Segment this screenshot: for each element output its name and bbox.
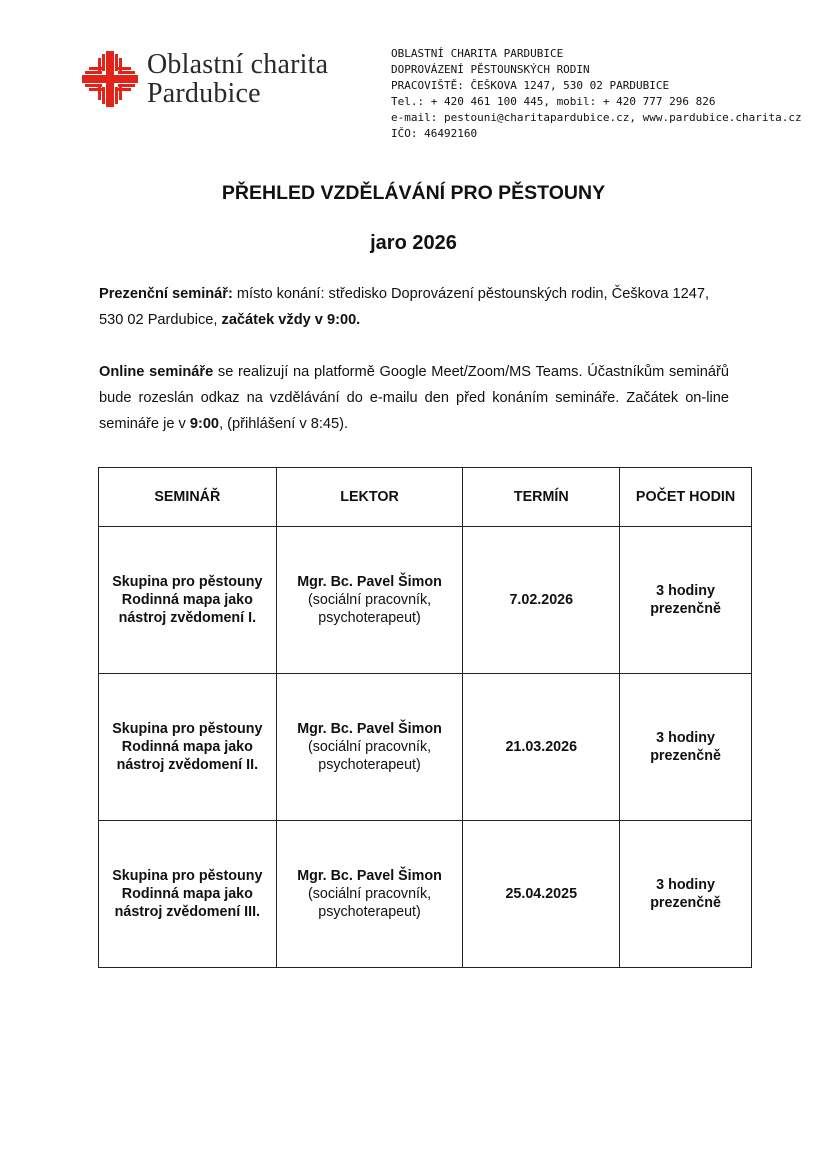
lector-role-line: psychoterapeut) bbox=[318, 904, 421, 920]
online-text: se realizují na platformě Google Meet/Zoom/MS Teams. Účastníkům seminářů bude rozeslán odkaz na vzdělávání do e-mailu den před konáním semináře. Začátek on-line semináře je v bbox=[99, 364, 730, 432]
in-person-seminar-paragraph bbox=[99, 281, 729, 333]
seminar-line: Skupina pro pěstouny bbox=[112, 721, 263, 737]
table-header-row bbox=[99, 468, 752, 527]
seminar-line: Rodinná mapa jako bbox=[121, 886, 253, 902]
table-row bbox=[99, 821, 752, 968]
contact-line: OBLASTNÍ CHARITA PARDUBICE bbox=[391, 47, 564, 60]
lector-role-line: (sociální pracovník, bbox=[307, 739, 432, 755]
hours-line: prezenčně bbox=[650, 601, 721, 617]
hours-cell bbox=[620, 527, 752, 674]
charity-logo bbox=[82, 50, 328, 108]
seminar-line: Skupina pro pěstouny bbox=[112, 574, 263, 590]
page-title: PŘEHLED VZDĚLÁVÁNÍ PRO PĚSTOUNY bbox=[221, 182, 606, 204]
lector-name: Mgr. Bc. Pavel Šimon bbox=[297, 721, 442, 737]
lector-cell bbox=[276, 821, 463, 968]
contact-line: IČO: 46492160 bbox=[391, 127, 478, 140]
date-cell: 21.03.2026 bbox=[463, 674, 620, 821]
lector-role-line: psychoterapeut) bbox=[318, 757, 421, 773]
hours-cell bbox=[620, 674, 752, 821]
page-subtitle: jaro 2026 bbox=[370, 232, 457, 254]
charity-cross-icon bbox=[82, 51, 138, 107]
date-cell: 7.02.2026 bbox=[463, 527, 620, 674]
hours-line: prezenčně bbox=[650, 895, 721, 911]
lector-cell bbox=[276, 674, 463, 821]
seminar-cell bbox=[99, 821, 277, 968]
in-person-start-time: začátek vždy v 9:00. bbox=[221, 312, 361, 328]
seminar-line: nástroj zvědomení I. bbox=[118, 610, 257, 626]
header-seminar: SEMINÁŘ bbox=[99, 468, 277, 527]
hours-line: 3 hodiny bbox=[656, 583, 715, 599]
hours-line: prezenčně bbox=[650, 748, 721, 764]
online-label: Online semináře bbox=[99, 364, 214, 380]
online-start-time: 9:00 bbox=[189, 416, 220, 432]
lector-role-line: (sociální pracovník, bbox=[307, 886, 432, 902]
header-lector: LEKTOR bbox=[276, 468, 463, 527]
logo-text-line2: Pardubice bbox=[147, 78, 261, 109]
hours-cell bbox=[620, 821, 752, 968]
contact-line: Tel.: + 420 461 100 445, mobil: + 420 777 296 826 bbox=[391, 95, 716, 108]
contact-line: DOPROVÁZENÍ PĚSTOUNSKÝCH RODIN bbox=[391, 63, 590, 76]
date-cell: 25.04.2025 bbox=[463, 821, 620, 968]
header-hours: POČET HODIN bbox=[620, 468, 752, 527]
contact-line: e-mail: pestouni@charitapardubice.cz, www.pardubice.charita.cz bbox=[391, 111, 802, 124]
online-login-text: , (přihlášení v 8:45). bbox=[219, 416, 349, 432]
lector-role-line: psychoterapeut) bbox=[318, 610, 421, 626]
in-person-text: místo konání: středisko Doprovázení pěstounských rodin, Češkova 1247, 530 02 Pardubice, bbox=[99, 286, 710, 328]
seminar-cell bbox=[99, 527, 277, 674]
logo-text-line1: Oblastní charita bbox=[147, 49, 329, 80]
seminar-table bbox=[98, 467, 752, 968]
table-row bbox=[99, 674, 752, 821]
logo-text bbox=[147, 50, 328, 108]
seminar-line: nástroj zvědomení II. bbox=[116, 757, 259, 773]
seminar-line: Rodinná mapa jako bbox=[121, 739, 253, 755]
lector-cell bbox=[276, 527, 463, 674]
seminar-line: nástroj zvědomení III. bbox=[114, 904, 261, 920]
lector-role-line: (sociální pracovník, bbox=[307, 592, 432, 608]
hours-line: 3 hodiny bbox=[656, 877, 715, 893]
seminar-line: Skupina pro pěstouny bbox=[112, 868, 263, 884]
online-seminar-paragraph bbox=[99, 359, 729, 437]
seminar-cell bbox=[99, 674, 277, 821]
contact-line: PRACOVIŠTĚ: ČEŠKOVA 1247, 530 02 PARDUBICE bbox=[391, 79, 670, 92]
contact-block bbox=[391, 46, 802, 142]
lector-name: Mgr. Bc. Pavel Šimon bbox=[297, 574, 442, 590]
lector-name: Mgr. Bc. Pavel Šimon bbox=[297, 868, 442, 884]
in-person-label: Prezenční seminář: bbox=[99, 286, 233, 302]
header-date: TERMÍN bbox=[463, 468, 620, 527]
seminar-line: Rodinná mapa jako bbox=[121, 592, 253, 608]
table-row bbox=[99, 527, 752, 674]
hours-line: 3 hodiny bbox=[656, 730, 715, 746]
